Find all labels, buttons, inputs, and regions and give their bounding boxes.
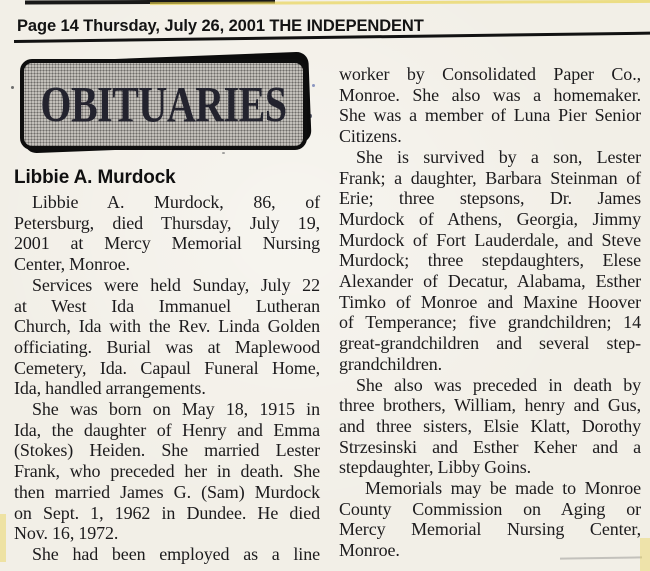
text-line: then married James G. (Sam) Murdock — [14, 481, 320, 502]
masthead-title: OBITUARIES — [40, 75, 287, 133]
text-line: She was born on May 18, 1915 in — [32, 399, 320, 420]
text-line: Ida, the daughter of Henry and Emma — [14, 419, 320, 440]
text-line: officiating. Burial was at Maplewood — [14, 336, 320, 357]
text-line: Murdock of Athens, Georgia, Jimmy — [339, 208, 641, 229]
scan-artifact-corner-smudge — [640, 538, 650, 571]
text-line: Murdock; three stepdaughters, Elese — [339, 250, 641, 271]
text-line: Church, Ida with the Rev. Linda Golden — [14, 316, 320, 337]
text-line: County Commission on Aging or — [339, 498, 641, 519]
text-line: at West Ida Immanuel Lutheran — [14, 295, 320, 316]
text-line: Frank, who preceded her in death. She — [14, 461, 320, 482]
scan-artifact-left-highlight — [0, 514, 6, 562]
text-line: and three sisters, Elsie Klatt, Dorothy — [339, 415, 641, 436]
masthead-box — [20, 59, 307, 150]
text-line: Monroe. — [339, 540, 400, 561]
text-line: Erie; three stepsons, Dr. James — [339, 188, 641, 209]
text-line: worker by Consolidated Paper Co., — [339, 64, 641, 84]
text-line: great-grandchildren and several step- — [339, 333, 641, 354]
text-line: She also was preceded in death by — [356, 374, 641, 395]
text-line: Alexander of Decatur, Alabama, Esther — [339, 271, 641, 292]
scan-speck — [11, 86, 14, 89]
text-line: three brothers, William, henry and Gus, — [339, 395, 641, 416]
text-line: Ida, handled arrangements. — [14, 378, 206, 399]
column-left-body — [14, 192, 320, 565]
text-line: on Sept. 1, 1962 in Dundee. He died — [14, 502, 320, 523]
obituary-name-heading: Libbie A. Murdock — [14, 166, 176, 188]
text-line: She had been employed as a line — [32, 543, 320, 564]
text-line: Frank; a daughter, Barbara Steinman of — [339, 167, 641, 188]
text-line: Nov. 16, 1972. — [14, 523, 119, 544]
text-line: (Stokes) Heiden. She married Lester — [14, 440, 320, 461]
obituaries-masthead — [20, 59, 307, 150]
text-line: Petersburg, died Thursday, July 19, — [14, 212, 320, 233]
text-line: Timko of Monroe and Maxine Hoover — [339, 291, 641, 312]
text-line: She was a member of Luna Pier Senior — [339, 105, 641, 126]
text-line: of Temperance; five grandchildren; 14 — [339, 312, 641, 333]
article-column-right — [339, 64, 641, 561]
text-line: stepdaughter, Libby Goins. — [339, 457, 532, 478]
scan-speck — [312, 84, 315, 87]
column-right-body — [339, 64, 641, 561]
text-line: Strzesinski and Esther Keher and a — [339, 436, 641, 457]
text-line: Murdock of Fort Lauderdale, and Steve — [339, 229, 641, 250]
scan-speck — [222, 152, 225, 154]
text-line: Libbie A. Murdock, 86, of — [32, 192, 320, 212]
text-line: 2001 at Mercy Memorial Nursing — [14, 233, 320, 254]
text-line: grandchildren. — [339, 353, 443, 374]
page-header: Page 14 Thursday, July 26, 2001 THE INDEPENDENT — [17, 17, 424, 35]
text-line: Mercy Memorial Nursing Center, — [339, 519, 641, 540]
article-column-left — [14, 167, 320, 565]
text-line: She is survived by a son, Lester — [356, 146, 641, 167]
text-line: Cemetery, Ida. Capaul Funeral Home, — [14, 357, 320, 378]
text-line: Services were held Sunday, July 22 — [32, 274, 320, 295]
text-line: Monroe. She also was a homemaker. — [339, 84, 641, 105]
text-line: Citizens. — [339, 126, 402, 147]
text-line: Center, Monroe. — [14, 254, 130, 275]
text-line: Memorials may be made to Monroe — [365, 478, 641, 499]
